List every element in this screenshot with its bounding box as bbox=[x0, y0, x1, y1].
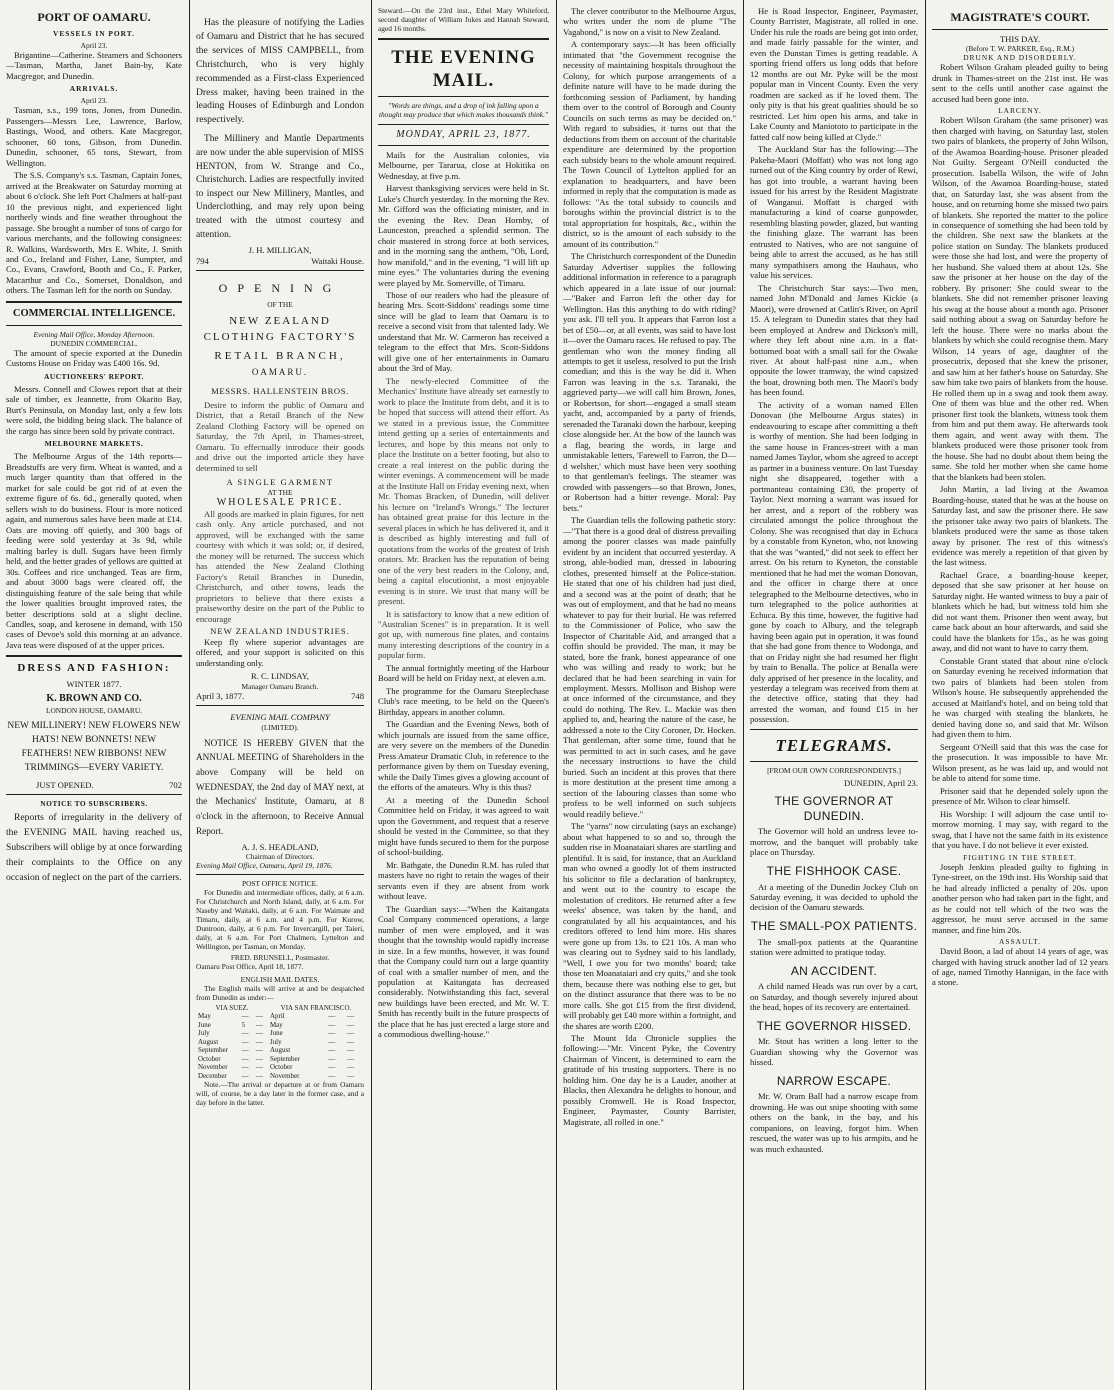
english-mail-row bbox=[196, 1021, 364, 1030]
divider bbox=[378, 96, 549, 97]
article-paragraph: At a meeting of the Dunedin School Committee held on Friday, it was agreed to wait upon the Government, and request that a reserve should be vested in the Committee, so that they might have funds secured to them for the purpose of school-building. bbox=[378, 794, 549, 858]
english-mail-cell: May bbox=[269, 1020, 283, 1029]
article-paragraph: The newly-elected Committee of the Mechanics' Institute have already set earnestly to work to place the Institute from debt, and it is to be hoped that success will attend their effort. As we stated in a previous issue, the Committee intend getting up a series of entertainments and lectures, and hope by this means not only to place the Institute on a better footing, but also to create a real interest on the public during the winter evenings. A commencement will be made at the Institute Hall on Friday evening next, when Mr. Thomas Bracken, of Dunedin, will deliver his lecture on "Ireland's Wrongs." The lecturer has obtained great praise for this lecture in the several places in which he has delivered it, and it is described as highly interesting and full of quotations from the works of the greatest of Irish orators. Mr. Bracken has the reputation of being one of the very best readers in the Colony, and, being a capital elocutionist, a most enjoyable evening is in store. We trust that many will be present. bbox=[378, 375, 549, 607]
english-mail-cell: July bbox=[269, 1037, 282, 1046]
dress-location: LONDON HOUSE, OAMARU. bbox=[45, 705, 143, 715]
larceny-heading: LARCENY. bbox=[998, 106, 1042, 116]
court-paragraph: His Worship: I will adjourn the case until to-morrow morning. I may say, with regard to the swag, that I have not the same faith in its existence that you have. I do not believe it ever existed. bbox=[932, 808, 1108, 851]
article-paragraph: The Guardian tells the following pathetic story:—"That there is a good deal of distress prevailing among the poorer classes was made painfully evident by an incident that occurred yesterday. A strong, able-bodied man, dressed in labouring clothes, presented himself at the Police-station. He stated that one of his children had just died, and a second was at the point of death; that he was out of employment, and that he had no means whatever to pay for their burial. He was referred to the Commissioner of Police, who saw the Inspector of Charitable Aid, and arranged that a coffin should be provided. The man, it may be stated, bore the frank, honest appearance of one who was willing and ready to work; but he declared that he had been searching in vain for employment. Messrs. Mollison and Bishop were at once informed of the circumstance, and they could do nothing. The Rev. L. Mackie was then applied to, and, hearing the nature of the case, he addressed a note to the City Coroner, Dr. Hocken. That gentleman, after some time, found that he was permitted to act in such cases, and he gave the necessary instructions to have the child buried. Such an incident at this proves that there is more destitution at the present time among a section of the labouring classes than some who profess to be well informed on such subjects would readily believe." bbox=[563, 515, 736, 819]
arrivals-text: Tasman, s.s., 199 tons, Jones, from Dunedin. Passengers—Messrs Lee, Lawrence, Barlow, Bastings, Wood, and others. Kate Macgregor, schooner, 60 tons, Gibson, from Dunedin. Dunedin, schooner, 65 tons, Stewart, from Wellington. bbox=[6, 105, 182, 168]
company-dateline: Evening Mail Office, Oamaru, April 19, 1876. bbox=[196, 861, 333, 871]
issue-date: MONDAY, APRIL 23, 1877. bbox=[396, 128, 531, 140]
english-mail-cell: — bbox=[241, 1037, 249, 1046]
melbourne-text: The Melbourne Argus of the 14th reports—Breadstuffs are very firm. Wheat is wanted, and a much larger quantity than that offered in the market for sale could be got rid of at even the extreme figure of 6s. 6d., generally quoted, when sellers wish to do business. Flour is more noticed again, and numerous sales have been made at £14. Oats are moving off quietly, and 300 bags of feeding were sold yesterday at 3s 9d, while malting barley is dull. Sugars have been firmly held, and the better grades of yellows are quitted at 30s. Coffees and rice unchanged. Teas are firm, and about 3000 bags were cleared off, the distinguishing feature of the sale being that while the lower qualities brought improved rates, the better descriptions sold at a slight decline. Candles, soap, and kerosene in demand, with 150 cases of Devoe's sold this morning at an advance. Java teas were disposed of at the upper prices. bbox=[6, 451, 182, 650]
post-office-heading: POST OFFICE NOTICE. bbox=[241, 879, 319, 889]
auctioneers-heading: AUCTIONEERS' REPORT. bbox=[44, 371, 144, 381]
article-paragraph: The clever contributor to the Melbourne Argus, who writes under the nom de plume "The Vagabond," is now on a visit to New Zealand. bbox=[563, 6, 736, 37]
article-paragraph: A contemporary says:—It has been officially intimated that "the Government recognise the necessity of maintaining hospitals throughout the Colony, for which purpose arrangements of a definite nature will have to be made during the forthcoming session of Parliament, by handing them over to the control of Borough and County Councils on such terms as may be decided on." With regard to subsidies, it turns out that the deductions from them on account of the charitable expenditure are determined by the proportion each subsidy bears to the whole amount required. The Town Council of Lyttelton applied for an explanation to headquarters, and have been informed in reply that the computation is made as follows: "As the total subsidy to councils and boroughs within the provincial district is to the total appropriation for hospitals, &c., within the district, so is the amount of each subsidy to the amount of its contribution." bbox=[563, 39, 737, 249]
dress-title: DRESS AND FASHION: bbox=[17, 662, 171, 675]
milligan-signature: J. H. MILLIGAN, bbox=[248, 245, 312, 256]
commercial-text: The amount of specie exported at the Dunedin Customs House on Friday was £400 16s. 9d. bbox=[6, 347, 182, 369]
lindsay-role: Manager Oamaru Branch. bbox=[241, 681, 319, 691]
english-mail-table bbox=[196, 1004, 364, 1081]
english-mail-cell: — bbox=[347, 1012, 355, 1021]
article-paragraph: Those of our readers who had the pleasure of hearing Mrs. Scott-Siddons' readings some time since will be glad to learn that Oamaru is to receive a second visit from that talented lady. We understand that Mr. W. Carmeron has received a telegram to the effect that Mrs. Scott-Siddons will give one of her entertainments in Oamaru about the 3rd of May. bbox=[378, 289, 549, 374]
divider bbox=[750, 761, 918, 762]
english-mail-cell: — bbox=[328, 1046, 336, 1055]
english-mail-cell: October bbox=[198, 1054, 221, 1063]
single-garment: A SINGLE GARMENT bbox=[226, 477, 334, 488]
hallenstein-text: Desire to inform the public of Oamaru and District, that a Retail Branch of the New Zealand Clothing Factory will be opened on Saturday, the 7th April, in Thames-street, Oamaru. To effectually introduce their goods and drive out the imported article they have determined to sell bbox=[196, 399, 364, 473]
court-paragraph: Rachael Grace, a boarding-house keeper, deposed that she saw prisoner at her house on Saturday night. He wanted witness to buy a pair of blankets which he had, but witness told him she did not want them. Prisoner then went away, but came back about an hour afterwards, and said she could have the blankets for 15s., as he was going away, and did not want to have to carry them. bbox=[932, 569, 1108, 654]
column-2 bbox=[190, 0, 370, 1390]
arrivals-date: April 23. bbox=[80, 96, 108, 106]
article-paragraph: Mails for the Australian colonies, via Melbourne, per Tararua, close at Hokitika on Wednesday, at five p.m. bbox=[378, 149, 549, 181]
english-mail-cell: — bbox=[328, 1037, 336, 1046]
english-mail-cell: October bbox=[269, 1063, 293, 1072]
divider bbox=[378, 145, 549, 146]
commercial-title: COMMERCIAL INTELLIGENCE. bbox=[12, 307, 176, 319]
vessels-text: Brigantine—Catherine. Steamers and Schooners—Tasman, Martha, Janet Bain-by, Kate Macgregor, and Dunedin. bbox=[6, 49, 182, 81]
article-paragraph: The Mount Ida Chronicle supplies the following:—"Mr. Vincent Pyke, the Coventry Chairman of Vincent, is determined to earn the gratitude of his trusting supporters. There is no holding him. One day he is a Lauder, another at Blacks, then Alexandra he delights to honour, and possibly Cromwell. He is Road Inspector, Engineer, Paymaster, County Barrister, Magistrate, all rolled in one." bbox=[563, 1032, 736, 1127]
article-paragraph: The Guardian says:—"When the Kaitangata Coal Company commenced operations, a large number of men were employed, and it was thought that the township would rapidly increase in size. In a few months, however, it was found that the Company could turn out a large quantity of coal with a smaller number of men, and the population at Kaitangata has decreased considerably. Notwithstanding this fact, several new buildings have been erected, and Mr. W. T. Smith has recently built in the future prospects of the place that he has just erected a large store and a commodious dwelling-house." bbox=[378, 903, 549, 1040]
english-mail-cell: June bbox=[198, 1020, 211, 1029]
telegram-heading: THE GOVERNOR AT DUNEDIN. bbox=[774, 794, 894, 823]
millinery-notice: The Millinery and Mantle Departments are now under the able supervision of MISS HENTON, from W. Strange and Co., Christchurch. Ladies are respectfully invited to inspect our New Millinery, Mantles, and Underclothing, and may rely upon being treated with the utmost courtesy and attention. bbox=[196, 134, 364, 240]
english-mail-row bbox=[196, 1055, 364, 1064]
article-paragraph: The programme for the Oamaru Steeplechase Club's race meeting, to be held on the Queen's Birthday, appears in another column. bbox=[378, 685, 549, 717]
column-4 bbox=[557, 0, 742, 1390]
motto: "Words are things, and a drop of ink falling upon a thought may produce that which makes thousands think." bbox=[378, 101, 549, 120]
shipping-text: The S.S. Company's s.s. Tasman, Captain Jones, arrived at the Breakwater on Saturday morning at about 6 o'clock. She left Port Chalmers at half-past 10 the previous night, and experienced light northerly winds and fine weather throughout the passage. She brought a number of tons of cargo for various merchants, and the following consignees: R. Walkins, Wardsworth, Mrs E. White, J. Smith and Co., Ireland and Fisher, Lane, Sumpter, and Co., Evans, Crawford, Booth and Co., F. Parker, Macarthur and Co., Somerset, Donaldson, and others. The Tasman left for the north on Sunday. bbox=[6, 170, 182, 296]
opening-branch: RETAIL BRANCH, bbox=[214, 349, 346, 362]
opening-town: OAMARU. bbox=[251, 367, 309, 378]
vessels-date: April 23. bbox=[80, 40, 108, 50]
dress-opened: JUST OPENED. bbox=[36, 779, 94, 790]
telegram-text: Mr. Stout has written a long letter to the Guardian showing why the Governor was hissed. bbox=[750, 1036, 918, 1068]
telegram-text: Mr. W. Oram Ball had a narrow escape from drowning. He was out snipe shooting with some others on the bank, in the bay, and his companions, on leaving, forgot him. When rescued, the water was up to his armpits, and he was much exhausted. bbox=[750, 1091, 918, 1154]
divider bbox=[750, 729, 918, 730]
telegrams-title: TELEGRAMS. bbox=[775, 735, 893, 755]
telegram-text: The small-pox patients at the Quarantine station were admitted to pratique today. bbox=[750, 936, 918, 958]
company-heading: EVENING MAIL COMPANY bbox=[230, 712, 330, 723]
article-paragraph: The Christchurch correspondent of the Dunedin Saturday Advertiser supplies the following additional information in reference to a paragraph which appeared in a late issue of our journal:—"Baker and Farron left the other day for Wellington. Has this anything to do with riding? you ask. I'll tell you. It appears that Farron lost a bet of £50—or, at all events, was said to have lost it—over the Oamaru races. He refused to pay. The gentleman who won the money finding all attempts to get it useless, resolved to put the Irish comedian; and this is the way he did it. When Farron was leaving in the s.s. Taranaki, the aggrieved party—we will call him Brown, Jones, or Robertson, for short—engaged a small steam yacht, and, accompanied by a party of friends, serenaded the Taranaki down the harbour, keeping close alongside her. At the bow of the launch was a flag, bearing the words, in large and unmistakable letters, 'Farewell to Farron, the D—d welsher,' which must have been very soothing to that gentleman's feelings. The steamer was crowded with passengers—so that Brown, Jones, or Robertson had a bitter revenge. Moral: Pay bets." bbox=[563, 251, 736, 513]
dress-ad-number: 702 bbox=[169, 779, 182, 790]
english-mail-cell: — bbox=[328, 1029, 336, 1038]
court-paragraph: Sergeant O'Neill said that this was the case for the prosecution. It was impossible to have Mr. Wilson present, as he was laid up, and would not be able to attend for some time. bbox=[932, 741, 1108, 784]
english-mail-cell: — bbox=[328, 1054, 336, 1063]
divider bbox=[6, 325, 182, 326]
english-mail-note: Note.—The arrival or departure at or from Oamaru will, of course, be a day later in the former case, and a day before in the latter. bbox=[196, 1080, 364, 1108]
headland-role: Chairman of Directors. bbox=[245, 852, 315, 862]
english-mail-cell: — bbox=[255, 1029, 263, 1038]
goods-text: All goods are marked in plain figures, for nett cash only. Any article purchased, and not approved, will be exchanged with the same courtesy with which it was sold; or, if desired, the money will be returned. The success which has attended the New Zealand Clothing Factory's Retail Branches in Dunedin, Christchurch, and other towns, leads the proprietors to believe that there exists a praiseworthy desire on the part of the Public to encourage bbox=[196, 508, 364, 624]
telegrams-dateline: DUNEDIN, April 23. bbox=[844, 777, 918, 788]
english-mail-cell: — bbox=[241, 1046, 249, 1055]
english-mail-cell: — bbox=[328, 1012, 336, 1021]
english-mail-cell: November bbox=[198, 1063, 228, 1072]
article-paragraph: He is Road Inspector, Engineer, Paymaster, County Barrister, Magistrate, all rolled in one. Under his rule the roads are being got into order, and made fairly passable for the winter, and even the Dunstan Times is getting readable. A sporting friend offers us long odds that before 12 months are out Mr. Pyke will be the most popular man in Vincent County. Even the very roadmen are sacked as if he loved them. The only pity is that his great qualities should be so restricted. Let him open his arms, and take in Lake County and Maniototo to participate in the fatted calf now being killed at Clyde." bbox=[750, 6, 918, 142]
fighting-heading: FIGHTING IN THE STREET. bbox=[963, 852, 1077, 862]
article-paragraph: The "yarns" now circulating (says an exchange) about what happened to so and so, through the sudden rise in Moanataiari shares are startling and plentiful. It is said, for instance, that an Auckland man who owned a goodly lot of them instructed his solicitor to file a declaration of bankruptcy, and went out to the country to escape the molestation of creditors. He returned after a few weeks' absence, was taken by the hand, and congratulated by all his acquaintances, and his creditors offered to lend him more. His shares were gone up from 13s. to £21 10s. A man who was clearing out to Sydney said to his landlady, "Well, I owe you for two months' board; take those ten Moanataiari and cry quits," and she took them, because there was nothing else to get, but on the distinct assurance that there was to be no more calls. She got £15 from the first dividend, will probably get £40 more within a fortnight, and the shares are worth £200. bbox=[563, 821, 736, 1031]
english-mail-cell: — bbox=[255, 1063, 263, 1072]
english-mail-cell: December bbox=[198, 1071, 227, 1080]
drunk-heading: DRUNK AND DISORDERLY. bbox=[963, 53, 1077, 63]
opening-name: NEW ZEALAND CLOTHING FACTORY'S bbox=[203, 314, 357, 344]
auctioneers-text: Messrs. Connell and Clowes report that at their sale of timber, ex Jeannette, from Okarito Bay, Burt's Peninsula, on Monday last, only a few lots were sold, the bidding being slack. The balance of the cargo has since been sold by private contract. bbox=[6, 383, 182, 436]
english-mail-cell: — bbox=[255, 1046, 263, 1055]
vessels-heading: VESSELS IN PORT. bbox=[53, 28, 135, 38]
court-paragraph: John Martin, a lad living at the Awamoa Boarding-house, stated that he was at the house on Saturday last, and saw the prisoner there. He saw the prisoner take away two pairs of blankets. The blankets produced were the same as those taken away by prisoner. The rest of this witness's evidence was merely a repetition of that given by the last witness. bbox=[932, 484, 1108, 568]
dressmaker-notice: Has the pleasure of notifying the Ladies of Oamaru and District that he has secured the services of MISS CAMPBELL, from Christchurch, who is very highly recommended as a First-class Experienced Dress maker, having been trained in the leading Houses of Edinburgh and London respectively. bbox=[196, 17, 364, 126]
english-mail-text: The English mails will arrive at and be despatched from Dunedin as under:— bbox=[196, 983, 364, 1002]
english-mail-cell: — bbox=[347, 1063, 355, 1072]
industries-heading: NEW ZEALAND INDUSTRIES. bbox=[210, 626, 350, 637]
dress-firm: K. BROWN AND CO. bbox=[46, 693, 142, 705]
english-mail-cell: — bbox=[328, 1063, 336, 1072]
english-mail-cell: — bbox=[241, 1054, 249, 1063]
opening-of: OF THE bbox=[267, 299, 293, 309]
lindsay-signature: R. C. LINDSAY, bbox=[250, 671, 310, 682]
telegram-heading: AN ACCIDENT. bbox=[790, 963, 878, 978]
hallenstein-heading: MESSRS. HALLENSTEIN BROS. bbox=[211, 386, 349, 397]
english-col-suez: VIA SUEZ. bbox=[215, 1003, 249, 1012]
english-mail-heading: ENGLISH MAIL DATES. bbox=[240, 974, 320, 984]
english-mail-row bbox=[196, 1063, 364, 1072]
english-mail-row bbox=[196, 1012, 364, 1021]
divider bbox=[6, 301, 182, 303]
article-paragraph: The annual fortnightly meeting of the Harbour Board will be held on Friday next, at eleven a.m. bbox=[378, 662, 549, 684]
english-mail-cell: — bbox=[255, 1020, 263, 1029]
article-paragraph: Harvest thanksgiving services were held in St. Luke's Church yesterday. In the morning the Rev. Mr. Gifford was the officiating minister, and in the evening the Rev. Dean Hornby, of Launceston, preached a splendid sermon. The choir mustered in strong force at both services, and in the morning sang the anthem, "Oh, Lord, how manifold," and in the evening, "I will lift up mine eyes." The voluntaries during the evening were played by Mr. Somerville, of Timaru. bbox=[378, 183, 549, 288]
telegram-heading: THE GOVERNOR HISSED. bbox=[756, 1018, 912, 1033]
telegram-heading: THE SMALL-POX PATIENTS. bbox=[750, 918, 918, 933]
english-mail-cell: — bbox=[347, 1020, 355, 1029]
telegram-heading: NARROW ESCAPE. bbox=[776, 1073, 892, 1088]
english-mail-cell: — bbox=[241, 1029, 249, 1038]
english-mail-cell: April bbox=[269, 1012, 285, 1021]
divider bbox=[196, 874, 364, 875]
lindsay-date: April 3, 1877. bbox=[196, 690, 245, 701]
english-mail-row bbox=[196, 1029, 364, 1038]
english-mail-cell: 5 bbox=[241, 1020, 246, 1029]
english-mail-cell: June bbox=[269, 1029, 283, 1038]
opening-word: OPENING bbox=[218, 281, 342, 296]
divider bbox=[378, 38, 549, 40]
english-mail-cell: September bbox=[198, 1046, 228, 1055]
column-5 bbox=[744, 0, 924, 1390]
divider bbox=[932, 29, 1108, 30]
english-mail-cell: — bbox=[255, 1012, 263, 1021]
english-mail-cell: May bbox=[198, 1012, 211, 1021]
court-subtitle: THIS DAY. bbox=[999, 33, 1041, 44]
english-mail-cell: — bbox=[255, 1054, 263, 1063]
telegram-text: The Governor will hold an undress levee to-morrow, and the banquet will probably take place on Thursday. bbox=[750, 826, 918, 858]
english-mail-cell: — bbox=[328, 1071, 336, 1080]
english-mail-cell: — bbox=[255, 1037, 263, 1046]
english-mail-row bbox=[196, 1046, 364, 1055]
divider bbox=[196, 705, 364, 706]
telegram-text: A child named Heads was run over by a cart, on Saturday, and though severely injured about the head, hopes of its recovery are entertained. bbox=[750, 981, 918, 1013]
notice-text: Reports of irregularity in the delivery of the EVENING MAIL having reached us, Subscribers will oblige by at once forwarding their complaints to the Office on any occasion of neglect on the part of the carriers. bbox=[6, 812, 182, 883]
headland-signature: A. J. S. HEADLAND, bbox=[241, 841, 319, 852]
court-paragraph: Prisoner said that he depended solely upon the presence of Mr. Wilson to clear himself. bbox=[932, 785, 1108, 807]
court-paragraph: Robert Wilson Graham (the same prisoner) was then charged with having, on Saturday last, stolen two pairs of blankets, the property of John Wilson, of the Awamoa Boarding-house. Prisoner pleaded Not Guilty. Sergeant O'Neill conducted the prosecution. Isabella Wilson, the wife of John Wilson, of the Awamoa Boarding-house, stated that, on Saturday last, she was absent from the house, and on returning home she missed two pairs of blankets. She reported the matter to the police in consequence of something she had been told by the children. She next saw the blankets at the police station on Sunday. The blankets produced were those she had lost, and were the property of her husband. She valued them at about 12s. She saw the prisoner at her house on the day of the robbery. By prisoner: She could swear to the blankets. She did not remember prisoner leaving his swag at the house about a month ago. Prisoner said nothing about a swag on Saturday before he left the house. There were no marks about the blankets by which she could recognise them. Mary Wilson, 14 years of age, daughter of the prosecutrix, deposed that she knew the prisoner, and saw him at her father's house on Saturday. She saw him take two pairs of blankets from the house. He rolled them up in a swag and took them away. One of them was blue and the other red. When prisoner first took the blankets, witness took them from him and put them away. He afterwards took them again, and went away with them. The blankets produced were those prisoner took from the house. She had no doubt about them being the same. She told her mother when she came home that the blankets had been stolen. bbox=[932, 115, 1108, 482]
lindsay-ad-number: 748 bbox=[351, 690, 364, 701]
dress-items: NEW MILLINERY! NEW FLOWERS NEW HATS! NEW BONNETS! NEW FEATHERS! NEW RIBBONS! NEW TRIMMINGS—EVERY VARIETY. bbox=[7, 720, 181, 774]
at-the: AT THE bbox=[267, 487, 293, 497]
english-mail-cell: July bbox=[198, 1029, 210, 1038]
english-mail-cell: — bbox=[347, 1054, 355, 1063]
divider bbox=[6, 655, 182, 657]
telegram-text: At a meeting of the Dunedin Jockey Club on Saturday evening, it was decided to uphold the decision of the Oamaru stewards. bbox=[750, 881, 918, 913]
arrivals-heading: ARRIVALS. bbox=[69, 84, 119, 94]
milligan-address: Waitaki House. bbox=[311, 255, 364, 266]
court-paragraph: Constable Grant stated that about nine o'clock on Saturday evening he received information that two pairs of blankets had been stolen from Wilson's house. He subsequently apprehended the accused at Maitland's hotel, and on being told that he was charged with stealing the blankets, he denied having done so, and said that Mr. Wilson had given them to him. bbox=[932, 655, 1108, 740]
english-mail-cell: August bbox=[198, 1037, 219, 1046]
commercial-subheading: DUNEDIN COMMERCIAL. bbox=[50, 338, 138, 348]
death-notice: Steward.—On the 23rd inst., Ethel Mary Whiteford, second daughter of William Jukes and Hannah Steward, aged 16 months. bbox=[378, 6, 549, 34]
article-paragraph: The Christchurch Star says:—Two men, named John M'Donald and James Kickie (a Maori), were drowned at Catlin's River, on April 15. A telegram to Dunedin states that they had been employed at Andrew and Dickson's mill, where they left about nine a.m. in a flat-bottomed boat with a small sail for the Owake river. At about half-past nine a.m., when opposite the lower tramway, the wind capsized the boat, drowning both men. The Maori's body has been found. bbox=[750, 282, 918, 398]
court-before: (Before T. W. PARKER, Esq., R.M.) bbox=[965, 44, 1075, 54]
milligan-ad-number: 794 bbox=[196, 255, 209, 266]
company-limited: (LIMITED). bbox=[261, 722, 299, 732]
divider bbox=[6, 794, 182, 795]
post-office-signature: FRED. BRUNSELL, Postmaster. bbox=[230, 953, 330, 963]
article-paragraph: The Auckland Star has the following:—The Pakeha-Maori (Moffatt) who was not long ago turned out of the King country by order of Rewi, has got into trouble, a warrant having been issued for his arrest by the Resident Magistrate of Wanganui. Moffatt is charged with manufacturing a kind of coarse gunpowder, resembling blasting powder, glazed, but wanting the finishing glaze. The warrant has been entrusted to Natives, who are not sanguine of being able to arrest the accused, as he has still many sympathisers among the Hauhaus, who value his services. bbox=[750, 144, 918, 281]
telegram-heading: THE FISHHOOK CASE. bbox=[766, 863, 902, 878]
english-mail-cell: November bbox=[269, 1071, 300, 1080]
english-mail-cell: — bbox=[347, 1046, 355, 1055]
article-paragraph: The activity of a woman named Ellen Donovan (the Melbourne Argus states) in endeavouring to escape after committing a theft is worthy of mention. She had been lodging in the same house in Frances-street with a man named James Taylor, whom she agreed to accept as partner in a business venture. On last Tuesday night she disappeared, together with a portmanteau containing £30, the property of Taylor. Next morning a warrant was issued for her arrest, and a report of the robbery was circulated amongst the police throughout the Colony. She was recognised that day in Echuca by a constable from Kyneton, who, not knowing that she was "wanted," did not seek to effect her arrest. On his return to Kyneton, the constable mentioned that he had met the woman Donovan, and the officer in charge there at once telegraphed to the Melbourne detectives, who in turn telegraphed to the police authorities at Echuca. By this time, however, the fugitive had gone by coach to Albury, and the telegraph having been again put in operation, it was found that she had gone from thence to Wodonga, and that on Friday night she had resumed her flight by train to Benalla. The police at Benalla were duly apprised of her presence in the locality, and yesterday a telegram was received from them at the detective office, stating that they had arrested the woman, and found £15 in her possession. bbox=[750, 399, 918, 725]
column-6 bbox=[926, 0, 1114, 1390]
court-title: MAGISTRATE'S COURT. bbox=[950, 10, 1090, 24]
post-office-dateline: Oamaru Post Office, April 18, 1877. bbox=[196, 962, 304, 972]
english-mail-cell: — bbox=[347, 1037, 355, 1046]
dress-season: WINTER 1877. bbox=[66, 678, 122, 689]
article-paragraph: It is satisfactory to know that a new edition of "Australian Scenes" is in preparation. It is well got up, with numerous fine plates, and contains many interesting descriptions of the country in a popular form. bbox=[378, 608, 549, 661]
english-mail-cell: — bbox=[347, 1071, 355, 1080]
column-1 bbox=[0, 0, 188, 1390]
port-title: PORT OF OAMARU. bbox=[37, 10, 151, 24]
english-mail-row bbox=[196, 1072, 364, 1081]
post-office-text: For Dunedin and intermediate offices, daily, at 6 a.m. For Christchurch and North Island, daily, at 6 a.m. For Naseby and Waitaki, daily, at 6 a.m. For Waimate and Timaru, daily, at 6 a.m. and 4 p.m. For Kurow, Duntroon, daily, at 6 p.m. For Invercargill, per Taieri, daily, at 6 a.m. For Port Chalmers, Lyttelton and Wellington, per Tasman, on Monday. bbox=[196, 888, 364, 952]
article-paragraph: The Guardian and the Evening News, both of which journals are issued from the same office, are very severe on the members of the Dunedin Press Amateur Dramatic Club, in reference to the performance given by them on Tuesday evening, while the Daily Times gives a glowing account of the efforts of the amateurs. Why is this thus? bbox=[378, 719, 549, 793]
english-mail-cell: — bbox=[328, 1020, 336, 1029]
english-col-sf: VIA SAN FRANCISCO. bbox=[280, 1003, 352, 1012]
english-mail-row bbox=[196, 1038, 364, 1047]
english-mail-cell: August bbox=[269, 1046, 291, 1055]
divider bbox=[196, 270, 364, 271]
industries-text: Keep fly where superior advantages are offered, and your support is solicited on this understanding only. bbox=[196, 636, 364, 668]
assault-heading: ASSAULT. bbox=[999, 936, 1041, 946]
column-3 bbox=[372, 0, 555, 1390]
commercial-date: Evening Mail Office, Monday Afternoon. bbox=[33, 329, 155, 339]
masthead: THE EVENING MAIL. bbox=[391, 47, 536, 92]
english-mail-cell: September bbox=[269, 1054, 300, 1063]
court-paragraph: Joseph Jenkins pleaded guilty to fighting in Tyne-street, on the 19th inst. His Worship said that he had already inflicted a penalty of 20s. upon another person who had taken part in the fight, and as he could not tell which of the two was the aggressor, he must serve accused in the same manner, and fine him 20s. bbox=[932, 861, 1108, 935]
article-paragraph: Mr. Bathgate, the Dunedin R.M. has ruled that masters have no right to retain the wages of their servants even if they are absent from work without leave. bbox=[378, 859, 549, 902]
notice-heading: NOTICE TO SUBSCRIBERS. bbox=[40, 799, 148, 809]
melbourne-heading: MELBOURNE MARKETS. bbox=[44, 439, 144, 449]
court-paragraph: Robert Wilson Graham pleaded guilty to being drunk in Thames-street on the 21st inst. He was sent to the cells until another case against the accused had been gone into. bbox=[932, 62, 1108, 104]
telegrams-subtitle: [FROM OUR OWN CORRESPONDENTS.] bbox=[767, 765, 901, 775]
english-mail-cell: — bbox=[241, 1071, 249, 1080]
english-mail-cell: — bbox=[241, 1063, 249, 1072]
english-mail-cell: — bbox=[347, 1029, 355, 1038]
wholesale-price: WHOLESALE PRICE. bbox=[216, 496, 344, 508]
english-mail-cell: — bbox=[241, 1012, 249, 1021]
company-notice: NOTICE IS HEREBY GIVEN that the ANNUAL MEETING of Shareholders in the above Company will be held on WEDNESDAY, the 2nd day of MAY next, at the Mechanics' Institute, Oamaru, at 8 o'clock in the afternoon, to Receive Annual Report. bbox=[196, 737, 364, 836]
divider bbox=[378, 124, 549, 125]
court-paragraph: David Boon, a lad of about 14 years of age, was charged with having struck another lad of 12 years of age, named Timothy Hannigan, in the face with a stone. bbox=[932, 946, 1108, 988]
english-mail-cell: — bbox=[255, 1071, 263, 1080]
